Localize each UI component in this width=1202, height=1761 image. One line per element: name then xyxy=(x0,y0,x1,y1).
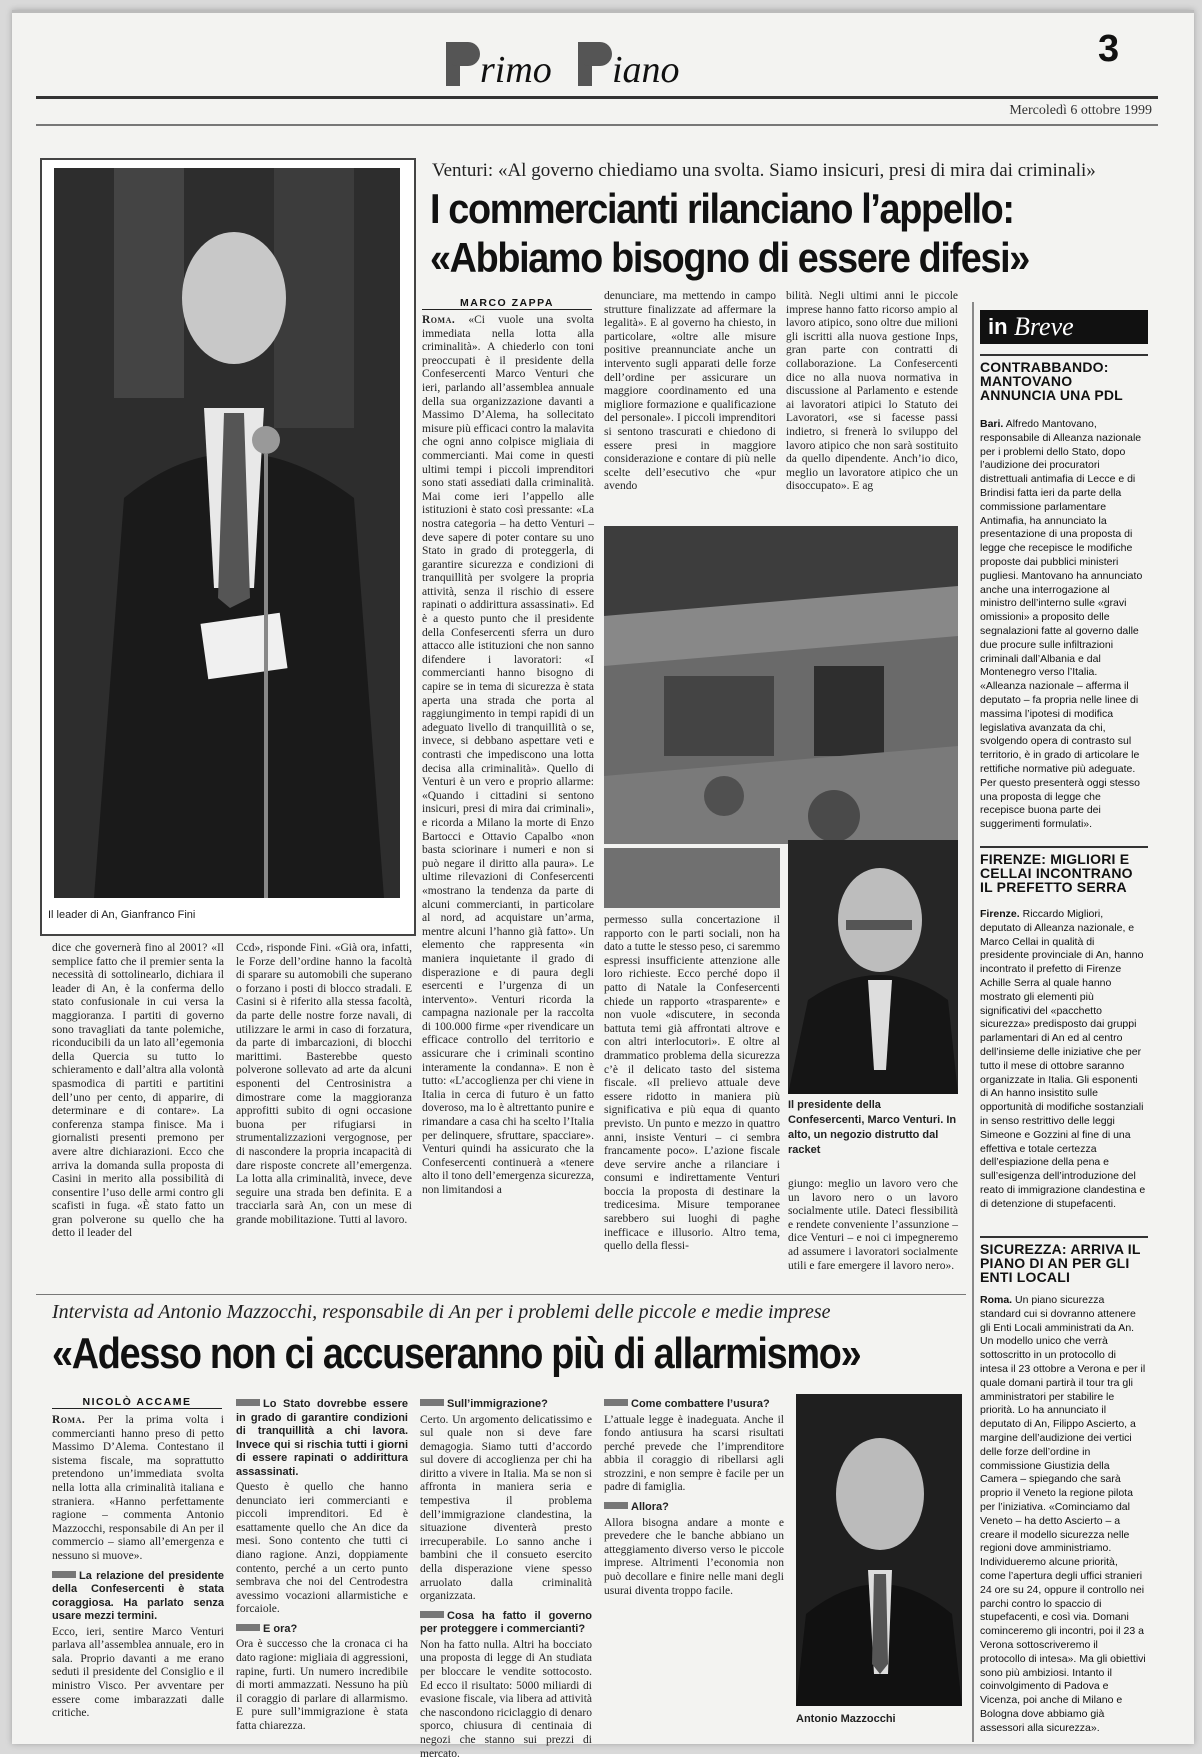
brief2-dateline: Firenze. xyxy=(980,908,1020,920)
interview-question-7 xyxy=(604,1501,784,1515)
question-marker xyxy=(604,1399,628,1406)
interview-question-3 xyxy=(236,1623,408,1637)
interview-question-5 xyxy=(420,1610,592,1637)
svg-text:rimo: rimo xyxy=(480,49,552,91)
interview-kicker: Intervista ad Antonio Mazzocchi, responsabile di An per i problemi delle piccole e medie imprese xyxy=(52,1301,831,1323)
interview-column-3 xyxy=(420,1394,592,1760)
venturi-photo xyxy=(788,840,958,1094)
question-2-text: Lo Stato dovrebbe essere in grado di garantire condizioni di tranquillità a chi lavora. Invece qui si rischia tutti i giorni di essere rapinati o addirittura assassinati. xyxy=(236,1398,408,1478)
question-marker xyxy=(52,1571,76,1578)
sheet xyxy=(12,10,1194,1760)
article1-byline: MARCO ZAPPA xyxy=(422,297,592,310)
question-marker xyxy=(420,1399,444,1406)
issue-date: Mercoledì 6 ottobre 1999 xyxy=(1009,103,1152,118)
question-6-text: Come combattere l’usura? xyxy=(631,1398,770,1410)
briefs-header-in: in xyxy=(988,314,1008,339)
article1-column-3 xyxy=(786,290,958,520)
interview-answer-7: Allora bisogna andare a monte e prevedere che le banche abbiano un atteggiamento diverso verso le piccole imprese. Altrimenti l’economia non può decollare e finire nelle mani degli usurai diventa troppo facile. xyxy=(604,1516,784,1597)
section-title-logo xyxy=(412,24,752,94)
article1-column-5 xyxy=(788,1178,958,1272)
fini-photo-frame xyxy=(40,158,416,936)
article1-column-4 xyxy=(604,914,780,1262)
brief3-text: Un piano sicurezza standard cui si dovranno attenere gli Enti Locali amministrati da An. Un modello unico che verrà sottoscritto in un protocollo di intesa il 23 ottobre a Verona e per il quale domani partirà il tour tra gli amministratori per stabilire le priorità. Lo ha annunciato il deputato di An, Filippo Ascierto, a margine dell’audizione dei vertici delle forze dell’ordine in commissione Giustizia della Camera – spiegando che sarà proprio il Veneto la regione pilota per l’iniziativa. «Cominciamo dal Veneto – ha detto Ascierto – a creare il modello sicurezza nelle regioni dove amministriamo. Individueremo alcune priorità, come l’apertura degli uffici stranieri 24 ore su 24, oppure il controllo nei parchi contro lo spaccio di stupefacenti, e così via. Domani cominceremo gli incontri, poi il 23 a Verona sottoscriveremo il protocollo di intesa». Ma gli obiettivi sono più ambiziosi. Intanto il coinvolgimento di Padova e Vicenza, poi anche di Milano e Bologna dove abbiamo già assessori alla sicurezza». xyxy=(980,1294,1146,1734)
interview-column-1 xyxy=(52,1414,224,1736)
shop-illustration xyxy=(604,526,958,844)
brief1-body xyxy=(980,418,1146,838)
interview-answer-3: Ora è successo che la cronaca ci ha dato ragione: migliaia di aggressioni, rapine, furti. Un numero incredibile di morti ammazzati. Nessuno ha più il coraggio di parlare di allarmismo. E pure sull’immigrazione è stata fatta chiarezza. xyxy=(236,1638,408,1732)
article1-col5-text: giungo: meglio un lavoro vero che un lavoro nero o un lavoro socialmente utile. Dateci flessibilità e rendete conveniente l’assunzione – dice Venturi – e noi ci impegneremo ad assumere i lavoratori socialmente utili e fare emergere il lavoro nero». xyxy=(788,1178,958,1272)
brief2-title: FIRENZE: MIGLIORI E CELLAI INCONTRANO IL PREFETTO SERRA xyxy=(980,851,1133,895)
brief2-rule xyxy=(980,846,1148,848)
interview-question-4 xyxy=(420,1398,592,1412)
question-marker xyxy=(236,1624,260,1631)
brief3-body xyxy=(980,1294,1146,1734)
brief2-body xyxy=(980,908,1146,1228)
mazzocchi-photo xyxy=(796,1394,962,1706)
brief1-rule xyxy=(980,354,1148,356)
masthead-rule xyxy=(36,96,1158,99)
interview-byline: NICOLÒ ACCAME xyxy=(52,1396,222,1409)
interview-headline: «Adesso non ci accuseranno più di allarmismo» xyxy=(52,1329,861,1378)
section-title xyxy=(412,24,752,94)
question-7-text: Allora? xyxy=(631,1501,669,1514)
brief3-dateline: Roma. xyxy=(980,1294,1013,1306)
article1-col4-text: permesso sulla concertazione il rapporto con le parti sociali, non ha dato a tutte le stesso peso, ci saremmo espressi insufficiente attenzione alle loro richieste. Ecco perché dopo il patto di Natale la Confesercenti chiede un rapporto «trasparente» e non vuole «discutere, in seconda battuta temi già affrontati altrove e con altri interlocutori». E oltre al drammatico problema della sicurezza c’è il delicato tasto del sistema fiscale. «Il prelievo attuale deve essere ridotto in maniera più significativa e più equa di quanto previsto. Un punto e mezzo in quattro anni, insiste Venturi – ci sembra francamente poco». L’azione fiscale deve servire anche a rilanciare i consumi e indirettamente Venturi boccia la proposta di destinare la tredicesima. Misure temporanee sarebbero sui luoghi di paghe inefficace e illusorio. Altro tema, quello della flessi- xyxy=(604,914,780,1253)
interview-answer-2: Questo è quello che hanno denunciato ieri commercianti e piccoli imprenditori. Ed è esattamente quello che An dice da mesi. Sono contento che tutti ci diano ragione. Anzi, doppiamente contento, perché a un certo punto sembrava che noi del Centrodestra avessimo vocazioni allarmistiche e forcaiole. xyxy=(236,1481,408,1616)
article1-headline-line2: «Abbiamo bisogno di essere difesi» xyxy=(430,234,1029,281)
date-rule xyxy=(36,124,1158,126)
article1-column-1 xyxy=(422,314,594,1362)
article1-dateline: Roma. xyxy=(422,314,456,326)
article1-col1-text: «Ci vuole una svolta immediata nella lotta alla criminalità». A chiederlo con toni preoccupati è il presidente della Confesercenti Marco Venturi che ieri, parlando all’assemblea annuale della sua organizzazione davanti a Massimo D’Alema, ha sollecitato misure più efficaci contro la malavita che ogni anno colpisce migliaia di commercianti. Mai come in questi ultimi tempi i piccoli imprenditori sono stati assediati dalla criminalità. Mai come ieri l’appello alle istituzioni è stato così pressante: «La nostra categoria – ha detto Venturi – deve sapere di poter contare su uno Stato in grado di proteggerla, di garantire sicurezza e condizioni di tranquillità per svolgere la propria attività, senza il rischio di essere rapinati o addirittura assassinati». Ed è a questo punto che il presidente della Confesercenti sferra un duro attacco alle istituzioni che non sanno difendere i lavoratori: «I commercianti hanno bisogno di capire se in tema di sicurezza è stata aperta una strada che porta al raggiungimento in tempi rapidi di un adeguato livello di tranquillità o se, invece, si debbano aspettare veti e contrasti che impediscono una lotta decisa alla criminalità». Quello di Venturi è un vero e proprio allarme: «Quando i cittadini si sentono insicuri, presi di mira dai criminali», e ricorda a Milano la morte di Enzo Bartocci e Ottavio Capalbo «non basta sciorinare i numeri e non si può negare il diritto alla paura». Le ultime rilevazioni di Confesercenti «mostrano la tendenza da parte di alcuni commercianti, in particolare al nord, ad acquistare un’arma, mentre alcuni l’hanno già fatto». Un elemento che rappresenta «in maniera inquietante il grado di disperazione e di paura degli esercenti e l’urgenza di un intervento». Venturi ricorda la campagna nazionale per la raccolta di 100.000 firme «per rivendicare un efficace controllo del territorio e assicurare che i criminali scontino interamente la condanna». E non è tutto: «L’accoglienza per chi viene in Italia in cerca di futuro è un fatto doveroso, ma lo è altrettanto punire e rimandare a casa chi ha scelto l’Italia per delinquere, sfruttare, spacciare». Venturi quindi ha assicurato che la Confesercenti continuerà a «tenere alto il tono dell’emergenza sicurezza, non limitandosi a xyxy=(422,314,595,1196)
brief3-title: SICUREZZA: ARRIVA IL PIANO DI AN PER GLI ENTI LOCALI xyxy=(980,1241,1141,1285)
mazzocchi-caption: Antonio Mazzocchi xyxy=(796,1713,896,1725)
article1-col3-text: bilità. Negli ultimi anni le piccole imprese hanno fatto ricorso ampio al lavoro atipico, sono oltre due milioni gli iscritti alla nuova gestione Inps, gran parte con contratti di collaborazione. La Confesercenti dice no alla nuova normativa in discussione al Parlamento e estende ai lavoratori atipici lo Statuto dei Lavoratori, «se si facesse passi indietro, si frenerà lo sviluppo del lavoro atipico che non sarà sostituito da quello dipendente. Anch’io dico, meglio un lavoratore atipico che un disoccupato». E ag xyxy=(786,290,958,493)
interview-dateline: Roma. xyxy=(52,1414,86,1426)
article1-column-2 xyxy=(604,290,776,520)
interview-answer-4: Certo. Un argomento delicatissimo e sul quale non si deve fare demagogia. Siamo tutti d’accordo sul dovere di accoglienza per chi ha diritto a vivere in Italia. Ma se non si affronta in maniera seria e tempestiva il problema dell’immigrazione clandestina, la situazione diventerà presto irrecuperabile. Lo sanno anche i bambini che il consueto esercito della disperazione viene spesso arruolato dalla criminalità organizzata. xyxy=(420,1413,592,1603)
fini-photo xyxy=(54,168,400,898)
interview-answer-5: Non ha fatto nulla. Altri ha bocciato una proposta di legge di An studiata per bloccare le vendite sottocosto. Ed ecco il risultato: 5000 miliardi di evasione fiscale, via libera ad attività che nascondono riciclaggio di denaro sporco, chiusura di centinaia di negozi che stanno sui prezzi di mercato. xyxy=(420,1638,592,1760)
briefs-divider xyxy=(972,302,974,1742)
brief1-dateline: Bari. xyxy=(980,418,1004,430)
venturi-caption: Il presidente della Confesercenti, Marco Venturi. In alto, un negozio distrutto dal racket xyxy=(788,1099,957,1156)
fini-col2-text: Ccd», risponde Fini. «Già ora, infatti, le Forze dell’ordine hanno la facoltà di sparare su automobili che superano o forzano i posti di blocco stradali. E Casini si è riferito alla stessa facoltà, da parte delle nostre forze navali, di utilizzare le armi in caso di forzatura, da parte di imbarcazioni, di blocchi marittimi. Basterebbe questo polverone sollevato ad arte da alcuni esponenti del Centrosinistra a dimostrare come la maggioranza approfitti subito di ogni occasione buona per rifugiarsi in strumentalizzazioni vergognose, per di nascondere la propria incapacità di dare risposte concrete all’emergenza. La lotta alla criminalità, invece, deve seguire una strada ben definita. E a tracciarla sarà An, con un mese di grande mobilitazione. Tutti al lavoro. xyxy=(236,942,412,1226)
question-marker xyxy=(236,1399,260,1406)
interview-question-1 xyxy=(52,1570,224,1624)
interview-column-4 xyxy=(604,1394,784,1736)
interview-question-2 xyxy=(236,1398,408,1479)
interview-top-rule xyxy=(36,1294,966,1295)
fini-portrait-illustration xyxy=(54,168,400,898)
briefs-header-breve: Breve xyxy=(1014,312,1074,341)
brief1-title: CONTRABBANDO: MANTOVANO ANNUNCIA UNA PDL xyxy=(980,359,1123,403)
svg-text:iano: iano xyxy=(612,49,680,91)
briefs-header xyxy=(980,310,1148,344)
shop-photo-detail xyxy=(604,848,780,908)
question-marker xyxy=(420,1611,444,1618)
question-5-text: Cosa ha fatto il governo per proteggere i commercianti? xyxy=(420,1609,592,1636)
mazzocchi-portrait-illustration xyxy=(796,1394,962,1706)
fini-col1-text: dice che governerà fino al 2001? «Il semplice fatto che il premier senta la necessità di sottolinearlo, dichiara il leader di An, è la conferma dello stato confusionale in cui versa la maggioranza. I partiti di governo sono travagliati da tante polemiche, riconducibili da un lato all’egemonia della Quercia su tutto lo schieramento e dall’altra alla volontà spasmodica di partiti e partitini dell’uno per cento, di apparire, di determinare e di contare». La conferenza stampa finisce. Ma i giornalisti presenti premono per avere altre dichiarazioni. Ecco che arriva la domanda sulla proposta di Casini in merito alla possibilità di consentire l’uso delle armi contro gli scafisti in fuga. «È stato fatto un gran polverone su quello che ha detto il leader del xyxy=(52,942,224,1240)
venturi-portrait-illustration xyxy=(788,840,958,1094)
interview-question-6 xyxy=(604,1398,784,1412)
interview-column-2 xyxy=(236,1394,408,1736)
brief1-text: Alfredo Mantovano, responsabile di Alleanza nazionale per i problemi dello Stato, dopo l’audizione dei procuratori distrettuali antimafia di Lecce e di Brindisi fatta ieri da parte della commissione parlamentare Antimafia, ha annunciato la presentazione di una proposta di legge che recepisce le modifiche proposte dai pubblici ministeri pugliesi. Mantovano ha annunciato anche una interrogazione al ministro dell’interno sulle «gravi omissioni» a proposito delle segnalazioni fatte al governo dalle due procure sulle infiltrazioni criminali dall’Albania e dal Montenegro verso l’Italia. «Alleanza nazionale – afferma il deputato – fa propria nelle linee di massima l’ipotesi di modifica legislativa avanzata da chi, svolgendo opera di contrasto sul territorio, è in grado di articolare le rettifiche normative più adeguate. Per questo presenterà oggi stesso una proposta di legge che recepisce buona parte dei suggerimenti formulati». xyxy=(980,418,1143,831)
interview-answer-6: L’attuale legge è inadeguata. Anche il fondo antiusura ha scarsi risultati perché prevede che l’imprenditore abbia il coraggio di ribellarsi agli strozzini, e non sempre è facile per un padre di famiglia. xyxy=(604,1413,784,1494)
top-rule xyxy=(12,10,1194,13)
question-1-text: La relazione del presidente della Confesercenti è stata coraggiosa. Ha parlato senza usare mezzi termini. xyxy=(52,1569,224,1623)
destroyed-shop-photo xyxy=(604,526,958,844)
article1-col2-text: denunciare, ma mettendo in campo strutture finalizzate ad affermare la legalità». E al governo ha chiesto, in particolare, «oltre alle misure positive preannunciate anche un intervento sugli apparati delle forze dell’ordine per assicurare un maggiore coordinamento ed una migliore formazione e qualificazione del personale». I piccoli imprenditori si sentono trascurati e chiedono di essere presi in maggiore considerazione e contare di più nelle scelte dell’esecutivo che «pur avendo xyxy=(604,290,776,493)
article1-kicker: Venturi: «Al governo chiediamo una svolta. Siamo insicuri, presi di mira dai criminali» xyxy=(432,160,1096,181)
fini-caption: Il leader di An, Gianfranco Fini xyxy=(48,909,196,921)
brief2-text: Riccardo Migliori, deputato di Alleanza nazionale, e Marco Cellai in qualità di presidente provinciale di An, hanno incontrato il prefetto di Firenze Achille Serra al quale hanno mostrato gli elementi più significativi del «pacchetto sicurezza» predisposto dai gruppi parlamentari di An ed al centro dell’insieme delle iniziative che per tutto il mese di ottobre saranno organizzate in Italia. Gli esponenti di An hanno insistito sulle opportunità di modifiche sostanziali in senso restrittivo delle leggi Simeone e Gozzini al fine di una effettiva e totale certezza dell’espiazione della pena e sull’esigenza dell’introduzione del reato di immigrazione clandestina e di detenzione di stupefacenti. xyxy=(980,908,1146,1210)
article1-headline-line1: I commercianti rilanciano l’appello: xyxy=(430,185,1014,232)
question-4-text: Sull’immigrazione? xyxy=(447,1398,548,1410)
interview-intro: Per la prima volta i commercianti hanno preso di petto Massimo D’Alema. Contestano il sistema fiscale, ma soprattutto pretendono un’immediata svolta nella lotta alla criminalità italiana e straniera. «Hanno perfettamente ragione – commenta Antonio Mazzocchi, responsabile di An per il commercio – siamo all’emergenza e nessuno si muove». xyxy=(52,1414,224,1562)
question-marker xyxy=(604,1502,628,1509)
interview-answer-1: Ecco, ieri, sentire Marco Venturi parlava all’assemblea annuale, ero in sala. Proprio davanti a me erano seduti il presidente del Consiglio e il ministro Visco. Per avventare per essere come imbarazzati dalle critiche. xyxy=(52,1625,224,1720)
brief3-rule xyxy=(980,1236,1148,1238)
fini-article-column-1 xyxy=(52,942,224,1262)
fini-article-column-2 xyxy=(236,942,412,1262)
question-3-text: E ora? xyxy=(263,1622,298,1635)
page-number: 3 xyxy=(1098,28,1120,70)
